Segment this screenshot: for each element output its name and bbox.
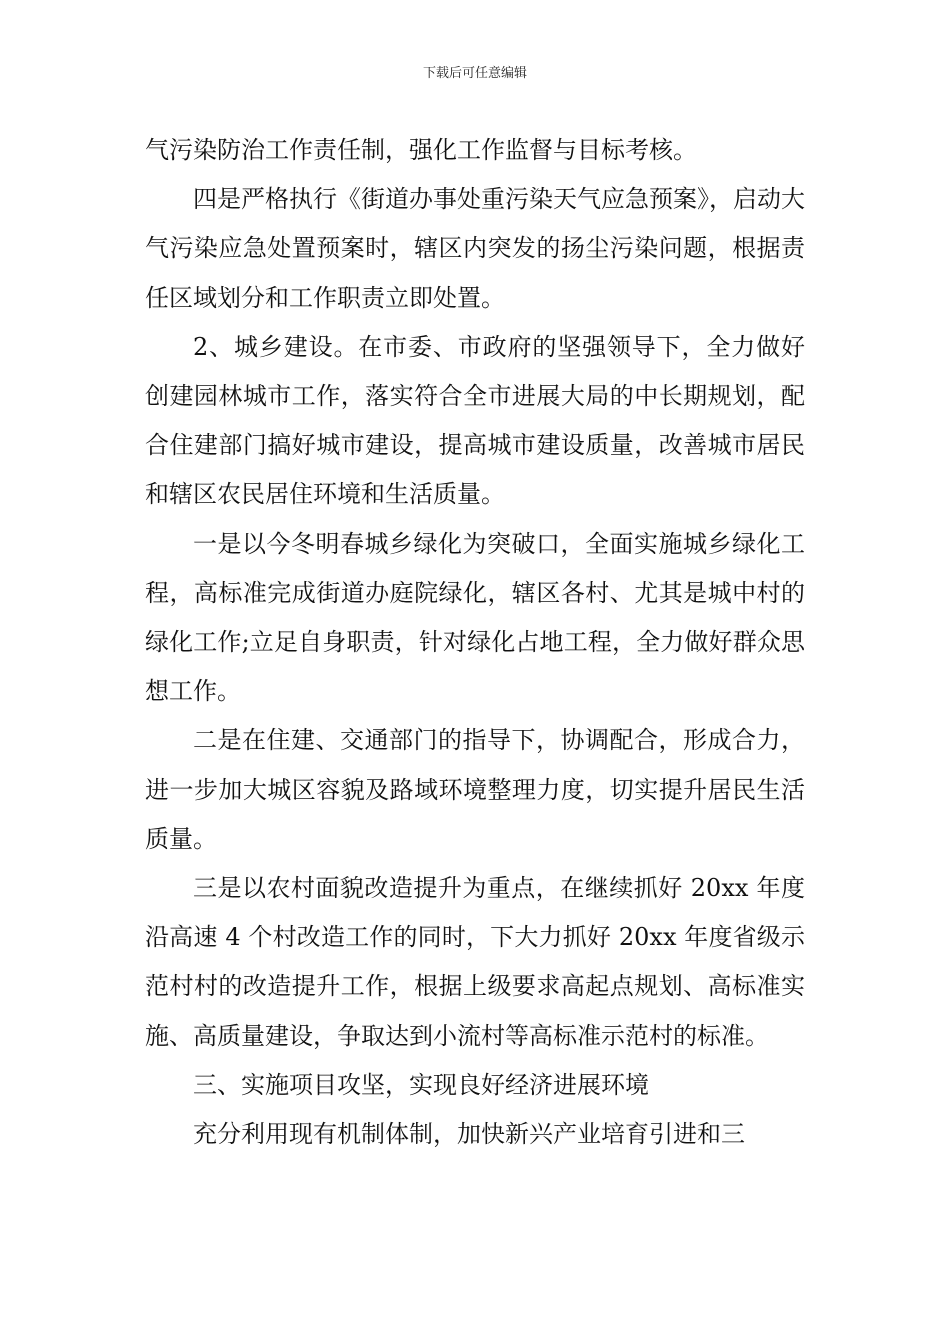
paragraph-6: 三是以农村面貌改造提升为重点，在继续抓好 20xx 年度沿高速 4 个村改造工作的同时，下大力抓好 20xx 年度省级示范村村的改造提升工作，根据上级要求高起点规划、高标准实施、高质量建设，争取达到小流村等高标准示范村的标准。 <box>145 874 805 1050</box>
page-header: 下载后可任意编辑 <box>422 66 527 81</box>
paragraph-1: 气污染防治工作责任制，强化工作监督与目标考核。 <box>145 136 697 164</box>
paragraph-5: 二是在住建、交通部门的指导下，协调配合，形成合力，进一步加大城区容貌及路域环境整理力度，切实提升居民生活质量。 <box>145 726 805 853</box>
section-heading: 三、实施项目攻坚，实现良好经济进展环境 <box>193 1070 649 1099</box>
document-body <box>145 126 805 1159</box>
paragraph-7: 充分利用现有机制体制，加快新兴产业培育引进和三 <box>193 1120 745 1149</box>
paragraph-3: 2、城乡建设。在市委、市政府的坚强领导下，全力做好创建园林城市工作，落实符合全市进展大局的中长期规划，配合住建部门搞好城市建设，提高城市建设质量，改善城市居民和辖区农民居住环境和生活质量。 <box>145 332 805 509</box>
paragraph-4: 一是以今冬明春城乡绿化为突破口，全面实施城乡绿化工程，高标准完成街道办庭院绿化，辖区各村、尤其是城中村的绿化工作;立足自身职责，针对绿化占地工程，全力做好群众思想工作。 <box>145 529 805 706</box>
paragraph-2: 四是严格执行《街道办事处重污染天气应急预案》，启动大气污染应急处置预案时，辖区内突发的扬尘污染问题，根据责任区域划分和工作职责立即处置。 <box>145 185 805 312</box>
